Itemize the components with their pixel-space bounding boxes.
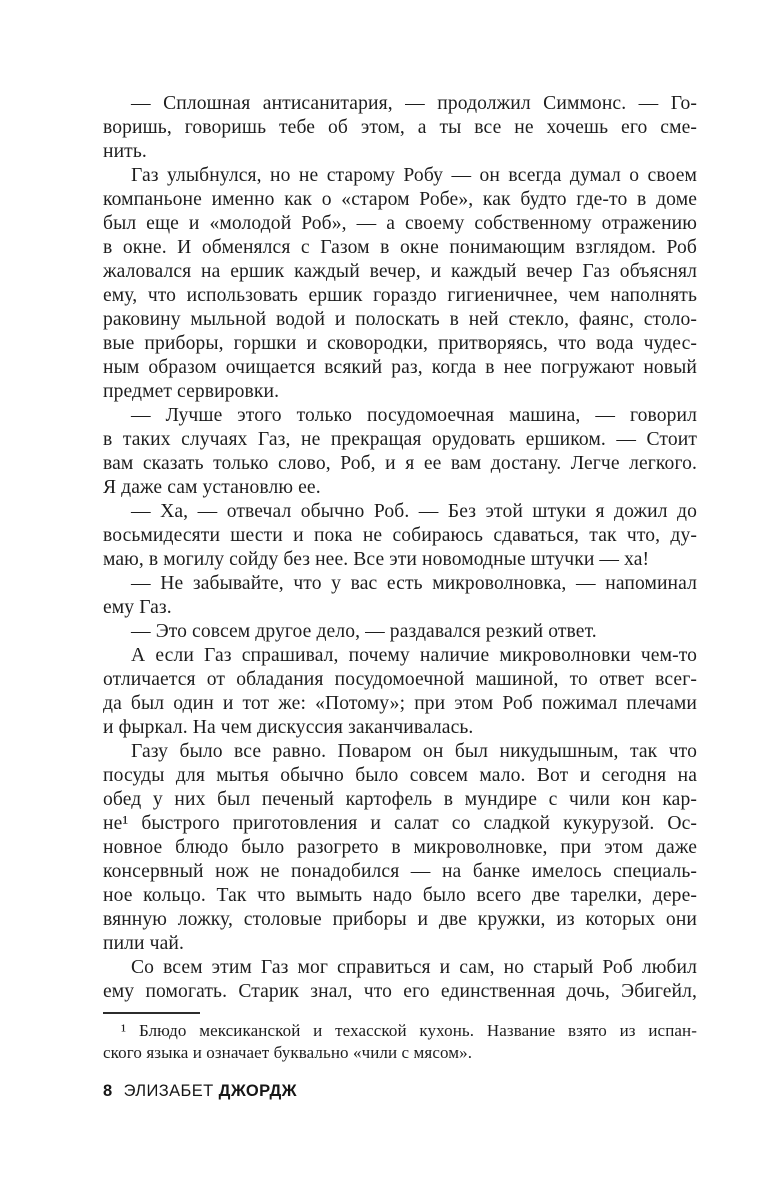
text-line: жаловался на ершик каждый вечер, и каждый вечер Газ объяснял <box>103 261 697 282</box>
text-line: да был один и тот же: «Потому»; при этом Роб пожимал плечами <box>103 693 697 714</box>
text-line: Со всем этим Газ мог справиться и сам, но старый Роб любил <box>131 957 697 978</box>
author-first-name: ЭЛИЗАБЕТ <box>123 1082 214 1100</box>
text-line: Газ улыбнулся, но не старому Робу — он всегда думал о своем <box>131 165 697 186</box>
text-line: обед у них был печеный картофель в мундире с чили кон кар- <box>103 789 697 810</box>
text-line: А если Газ спрашивал, почему наличие микроволновки чем-то <box>131 645 697 666</box>
text-line: воришь, говоришь тебе об этом, а ты все не хочешь его сме- <box>103 117 697 138</box>
text-line: ным образом очищается всякий раз, когда в нее погружают новый <box>103 357 697 378</box>
footnote <box>103 1020 697 1064</box>
text-line: маю, в могилу сойду без нее. Все эти новомодные штучки — ха! <box>103 549 650 570</box>
text-line: ему, что использовать ершик гораздо гигиеничнее, чем наполнять <box>103 285 697 306</box>
text-line: новное блюдо было разогрето в микроволновке, при этом даже <box>103 837 697 858</box>
text-line: вам сказать только слово, Роб, и я ее вам достану. Легче легкого. <box>103 453 697 474</box>
text-line: в окне. И обменялся с Газом в окне понимающим взглядом. Роб <box>103 237 697 258</box>
footnote-separator <box>103 1012 200 1014</box>
text-line: Я даже сам установлю ее. <box>103 477 321 498</box>
text-line: нить. <box>103 141 147 162</box>
text-line: ему помогать. Старик знал, что его единственная дочь, Эбигейл, <box>103 981 697 1002</box>
text-line: компаньоне именно как о «старом Робе», как будто где-то в доме <box>103 189 697 210</box>
body-text <box>103 92 697 1004</box>
text-line: не¹ быстрого приготовления и салат со сладкой кукурузой. Ос- <box>103 813 697 834</box>
text-line: раковину мыльной водой и полоскать в ней стекло, фаянс, столо- <box>103 309 697 330</box>
text-line: — Это совсем другое дело, — раздавался резкий ответ. <box>131 621 597 642</box>
text-line: ского языка и означает буквально «чили с мясом». <box>103 1043 473 1062</box>
text-line: — Ха, — отвечал обычно Роб. — Без этой штуки я дожил до <box>131 501 697 522</box>
text-line: восьмидесяти шести и пока не собираюсь сдаваться, так что, ду- <box>103 525 697 546</box>
text-line: — Сплошная антисанитария, — продолжил Симмонс. — Го- <box>131 93 697 114</box>
text-line: консервный нож не понадобился — на банке имелось специаль- <box>103 861 697 882</box>
text-line: и фыркал. На чем дискуссия заканчивалась. <box>103 717 474 738</box>
text-line: в таких случаях Газ, не прекращая орудовать ершиком. — Стоит <box>103 429 697 450</box>
text-line: — Не забывайте, что у вас есть микроволновка, — напоминал <box>131 573 697 594</box>
text-line: посуды для мытья обычно было совсем мало. Вот и сегодня на <box>103 765 697 786</box>
text-line: ¹ Блюдо мексиканской и техасской кухонь. Название взято из испан- <box>121 1021 697 1040</box>
text-line: был еще и «молодой Роб», — а своему собственному отражению <box>103 213 697 234</box>
text-line: отличается от обладания посудомоечной машиной, то ответ всег- <box>103 669 697 690</box>
text-line: Газу было все равно. Поваром он был никудышным, так что <box>131 741 697 762</box>
text-line: вянную ложку, столовые приборы и две кружки, из которых они <box>103 909 697 930</box>
page-number: 8 <box>103 1082 113 1100</box>
page-footer <box>103 1082 697 1101</box>
text-line: ему Газ. <box>103 597 172 618</box>
text-line: — Лучше этого только посудомоечная машина, — говорил <box>131 405 697 426</box>
text-line: вые приборы, горшки и сковородки, притворяясь, что вода чудес- <box>103 333 697 354</box>
text-line: предмет сервировки. <box>103 381 280 402</box>
text-line: пили чай. <box>103 933 184 954</box>
text-line: ное кольцо. Так что вымыть надо было всего две тарелки, дере- <box>103 885 697 906</box>
author-last-name: ДЖОРДЖ <box>218 1082 297 1100</box>
